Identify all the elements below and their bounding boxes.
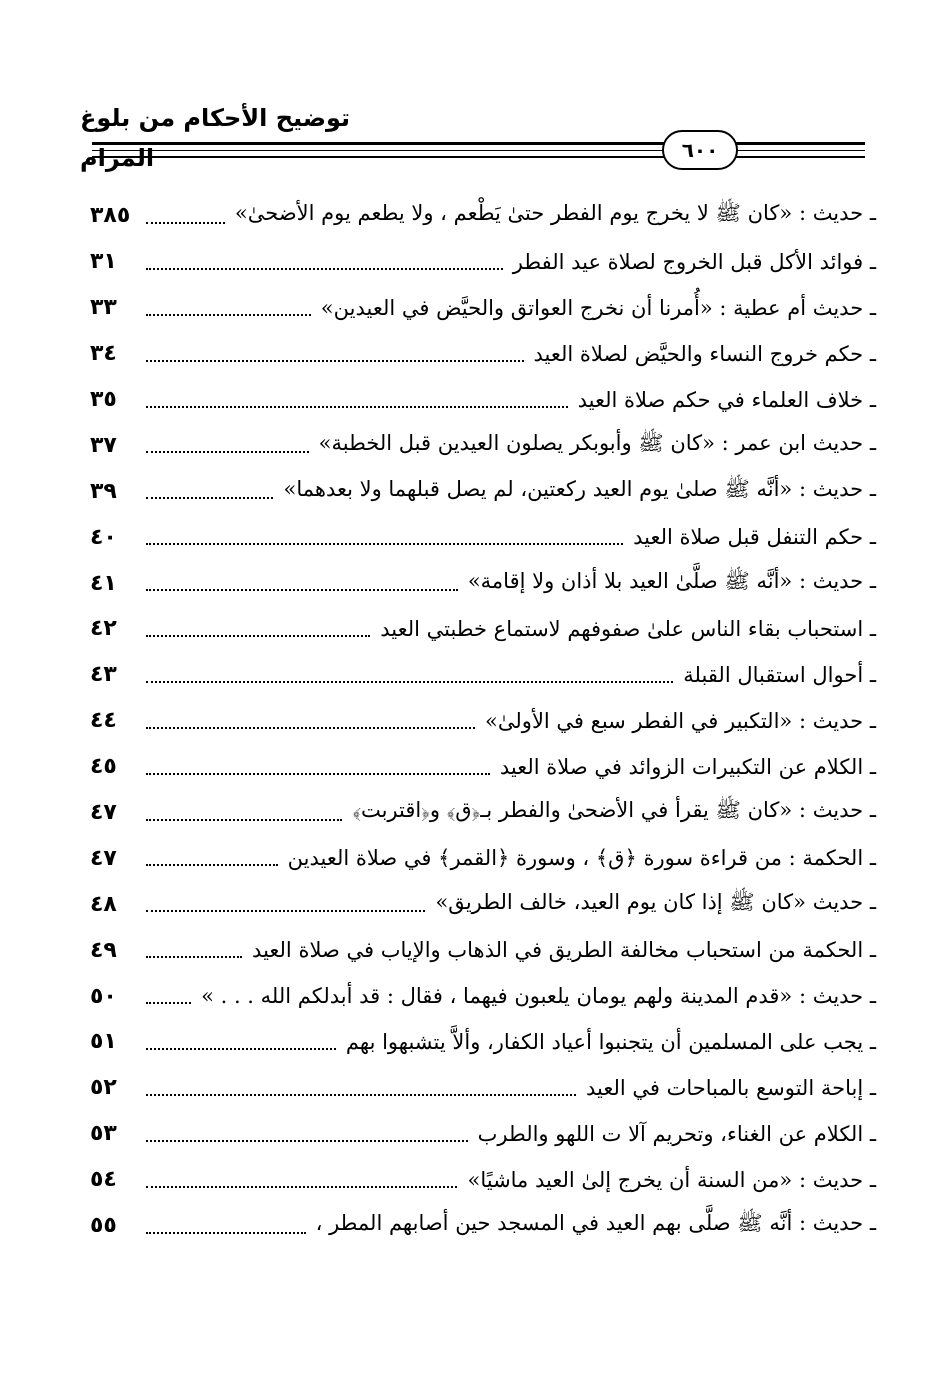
toc-entry-page: ٣٣ [90,295,117,321]
toc-dot-leader [146,1094,576,1096]
toc-entry-page: ٤١ [90,570,117,596]
toc-dot-leader [146,1232,306,1234]
toc-entry [90,973,876,1019]
toc-dot-leader [146,222,225,224]
toc-entry-title: ـ حكم خروج النساء والحيَّض لصلاة العيد [533,341,876,366]
toc-entry [90,927,876,973]
toc-entry-title: ـ إباحة التوسع بالمباحات في العيد [586,1075,876,1100]
toc-entry-page: ٥٤ [90,1167,117,1193]
toc-dot-leader [146,819,342,821]
toc-dot-leader [146,910,425,912]
header-rule-bottom [92,156,865,158]
running-title: توضيح الأحكام من بلوغ المرام [80,104,351,172]
toc-dot-leader [146,1048,336,1050]
toc-entry [90,835,876,881]
toc-entry [90,514,876,560]
toc-entry [90,1019,876,1065]
toc-entry-page: ٣٨٥ [90,203,131,229]
toc-dot-leader [146,1140,468,1142]
header-rule-top [92,142,865,145]
toc-entry-title: ـ حديث : «أنَّه ﷺ صلىٰ يوم العيد ركعتين، لم يصل قبلهما ولا بعدهما» [283,476,876,501]
toc-entry-page: ٤٥ [90,754,117,780]
toc-entry-title: ـ يجب على المسلمين أن يتجنبوا أعياد الكفار، وألاَّ يتشبهوا بهم [345,1029,876,1054]
toc-entry-page: ٤٠ [90,524,117,550]
toc-dot-leader [146,314,311,316]
toc-entry [90,468,876,514]
toc-entry-page: ٤٣ [90,662,117,688]
toc-dot-leader [146,864,278,866]
toc-entry [90,1157,876,1203]
toc-entry-page: ٥٣ [90,1121,117,1147]
toc-entry-page: ٣٤ [90,341,117,367]
toc-entry [90,239,876,285]
toc-entry-title: ـ حكم التنفل قبل صلاة العيد [633,525,876,550]
toc-dot-leader [146,773,490,775]
toc-dot-leader [146,543,623,545]
toc-entry [90,377,876,423]
toc-entry [90,744,876,790]
toc-entry-title: ـ الكلام عن التكبيرات الزوائد في صلاة العيد [499,754,876,779]
toc-dot-leader [146,681,673,683]
toc-entry [90,698,876,744]
toc-entry [90,560,876,606]
toc-entry-title: ـ الحكمة : من قراءة سورة ﴿ق﴾ ، وسورة ﴿القمر﴾ في صلاة العيدين [287,846,876,871]
toc-entry [90,1203,876,1249]
page-number: ٦٠٠ [662,130,738,170]
toc-entry-page: ٣١ [90,249,117,275]
toc-entry-page: ٤٧ [90,845,117,871]
toc-entry-page: ٤٩ [90,937,117,963]
toc-entry [90,652,876,698]
toc-dot-leader [146,360,524,362]
toc-entry [90,331,876,377]
toc-entry [90,606,876,652]
toc-dot-leader [146,589,458,591]
toc-entry-title: ـ حديث : «كان ﷺ يقرأ في الأضحىٰ والفطر بـ﴿ق﴾ و﴿اقتربت﴾ [352,798,876,823]
toc-entry-title: ـ حديث : «قدم المدينة ولهم يومان يلعبون فيهما ، فقال : قد أبدلكم الله . . . » [201,984,876,1009]
toc-entry-page: ٣٩ [90,478,117,504]
toc-entry-title: ـ استحباب بقاء الناس علىٰ صفوفهم لاستماع خطبتي العيد [380,616,876,641]
toc-entry [90,1111,876,1157]
toc-entry-page: ٣٥ [90,387,117,412]
toc-entry [90,422,876,468]
toc-entry-title: ـ حديث ابن عمر : «كان ﷺ وأبوبكر يصلون العيدين قبل الخطبة» [318,430,876,455]
toc-dot-leader [146,635,370,637]
table-of-contents [90,193,876,1248]
toc-entry-title: ـ حديث : «أنَّه ﷺ صلَّىٰ العيد بلا أذان ولا إقامة» [467,568,876,593]
toc-entry-page: ٥٠ [90,983,117,1009]
header-rule-middle [92,150,865,151]
toc-entry [90,1065,876,1111]
toc-entry-title: ـ حديث : «من السنة أن يخرج إلىٰ العيد ماشيًا» [467,1167,876,1192]
toc-dot-leader [146,727,475,729]
toc-entry-page: ٣٧ [90,432,117,458]
toc-entry-page: ٤٧ [90,800,117,826]
toc-entry [90,285,876,331]
toc-entry-page: ٥٢ [90,1075,117,1101]
toc-entry-title: ـ فوائد الأكل قبل الخروج لصلاة عيد الفطر [512,249,876,274]
toc-entry [90,881,876,927]
toc-entry-title: ـ خلاف العلماء في حكم صلاة العيد [577,387,876,412]
toc-entry-title: ـ أحوال استقبال القبلة [683,662,876,687]
toc-entry-page: ٤٤ [90,708,117,734]
toc-entry-title: ـ حديث : أنَّه ﷺ صلَّى بهم العيد في المسجد حين أصابهم المطر ، [315,1211,876,1236]
toc-dot-leader [146,406,568,408]
toc-dot-leader [146,1186,457,1188]
toc-dot-leader [146,1002,191,1004]
toc-entry [90,790,876,836]
toc-dot-leader [146,268,503,270]
toc-entry-page: ٥١ [90,1029,117,1055]
toc-entry-title: ـ حديث : «التكبير في الفطر سبع في الأولىٰ» [485,708,876,733]
toc-entry-title: ـ حديث : «كان ﷺ لا يخرج يوم الفطر حتىٰ يَطْعم ، ولا يطعم يوم الأضحىٰ» [234,201,876,226]
toc-entry-title: ـ حديث «كان ﷺ إذا كان يوم العيد، خالف الطريق» [435,889,876,914]
toc-entry-page: ٤٢ [90,616,117,642]
toc-entry [90,193,876,239]
toc-entry-page: ٥٥ [90,1213,117,1239]
toc-entry-title: ـ حديث أم عطية : «أُمرنا أن نخرج العواتق والحيَّض في العيدين» [320,295,876,320]
toc-entry-title: ـ الحكمة من استحباب مخالفة الطريق في الذهاب والإياب في صلاة العيد [252,938,876,963]
toc-dot-leader [146,956,242,958]
toc-dot-leader [146,451,309,453]
toc-dot-leader [146,497,273,499]
toc-entry-title: ـ الكلام عن الغناء، وتحريم آلا ت اللهو والطرب [477,1121,876,1146]
toc-entry-page: ٤٨ [90,891,117,917]
